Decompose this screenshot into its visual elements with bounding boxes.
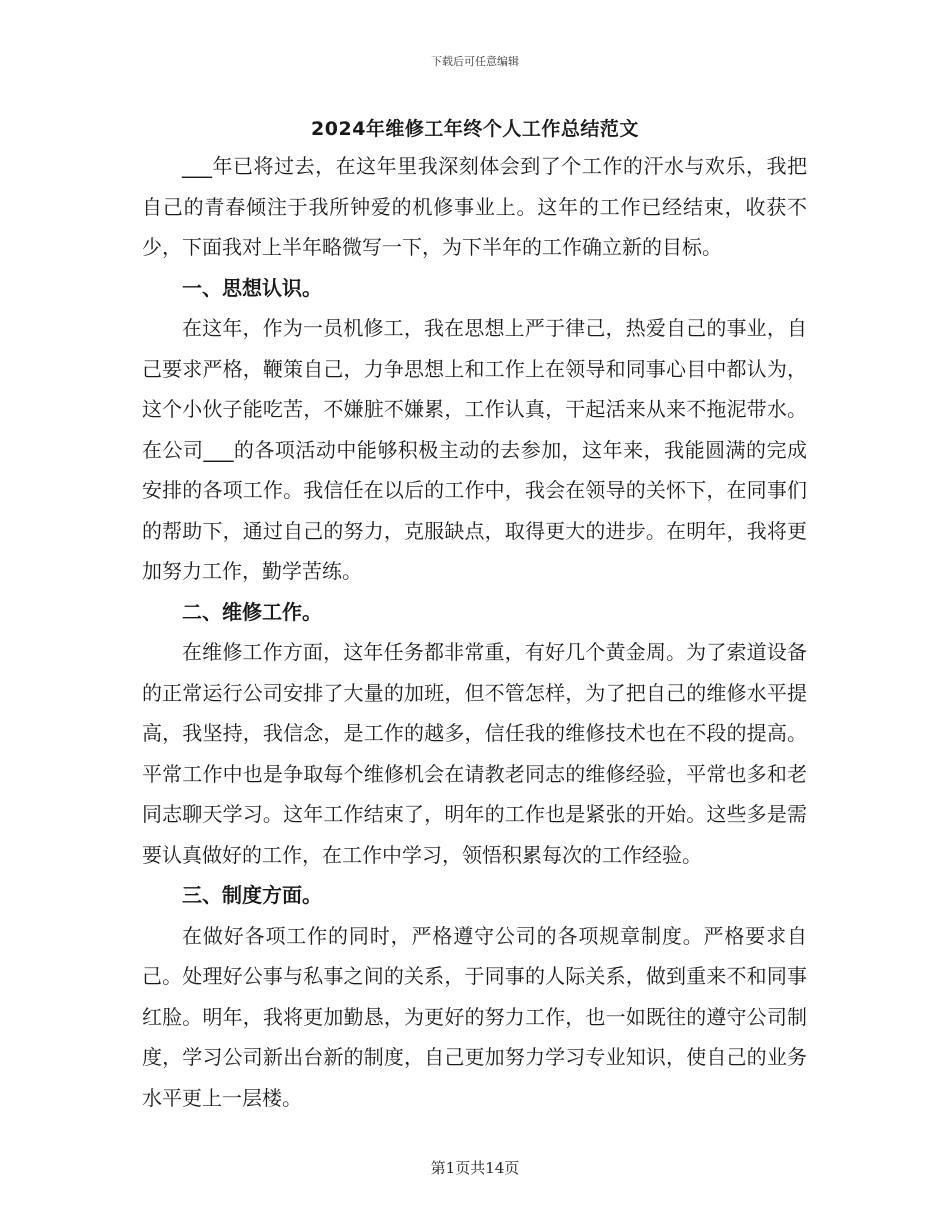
document-title: 2024年维修工年终个人工作总结范文 [311,118,639,140]
page-footer: 第1页共14页 [430,1159,520,1177]
paragraph-thought: 在这年，作为一员机修工，我在思想上严于律己，热爱自己的事业，自己要求严格，鞭策自己，力争思想上和工作上在领导和同事心目中都认为，这个小伙子能吃苦，不嫌脏不嫌累，工作认真，干起活来从来不拖泥带水。在公司___的各项活动中能够积极主动的去参加，这年来，我能圆满的完成安排的各项工作。我信任在以后的工作中，我会在领导的关怀下，在同事们的帮助下，通过自己的努力，克服缺点，取得更大的进步。在明年，我将更加努力工作，勤学苦练。 [142,316,807,583]
document-body [142,146,807,1118]
intro-paragraph: ___年已将过去，在这年里我深刻体会到了个工作的汗水与欢乐，我把自己的青春倾注于我所钟爱的机修事业上。这年的工作已经结束，收获不少，下面我对上半年略微写一下，为下半年的工作确立新的目标。 [142,154,807,259]
paragraph-rules: 在做好各项工作的同时，严格遵守公司的各项规章制度。严格要求自己。处理好公事与私事之间的关系，于同事的人际关系，做到重来不和同事红脸。明年，我将更加勤恳，为更好的努力工作，也一如既往的遵守公司制度，学习公司新出台新的制度，自己更加努力学习专业知识，使自己的业务水平更上一层楼。 [142,923,807,1110]
paragraph-maintenance: 在维修工作方面，这年任务都非常重，有好几个黄金周。为了索道设备的正常运行公司安排了大量的加班，但不管怎样，为了把自己的维修水平提高，我坚持，我信念，是工作的越多，信任我的维修技术也在不段的提高。平常工作中也是争取每个维修机会在请教老同志的维修经验，平常也多和老同志聊天学习。这年工作结束了，明年的工作也是紧张的开始。这些多是需要认真做好的工作，在工作中学习，领悟积累每次的工作经验。 [142,640,807,867]
page-header: 下载后可任意编辑 [431,55,519,68]
section-heading-thought: 一、思想认识。 [182,275,322,300]
section-heading-maintenance: 二、维修工作。 [182,599,322,624]
section-heading-rules: 三、制度方面。 [182,883,322,907]
